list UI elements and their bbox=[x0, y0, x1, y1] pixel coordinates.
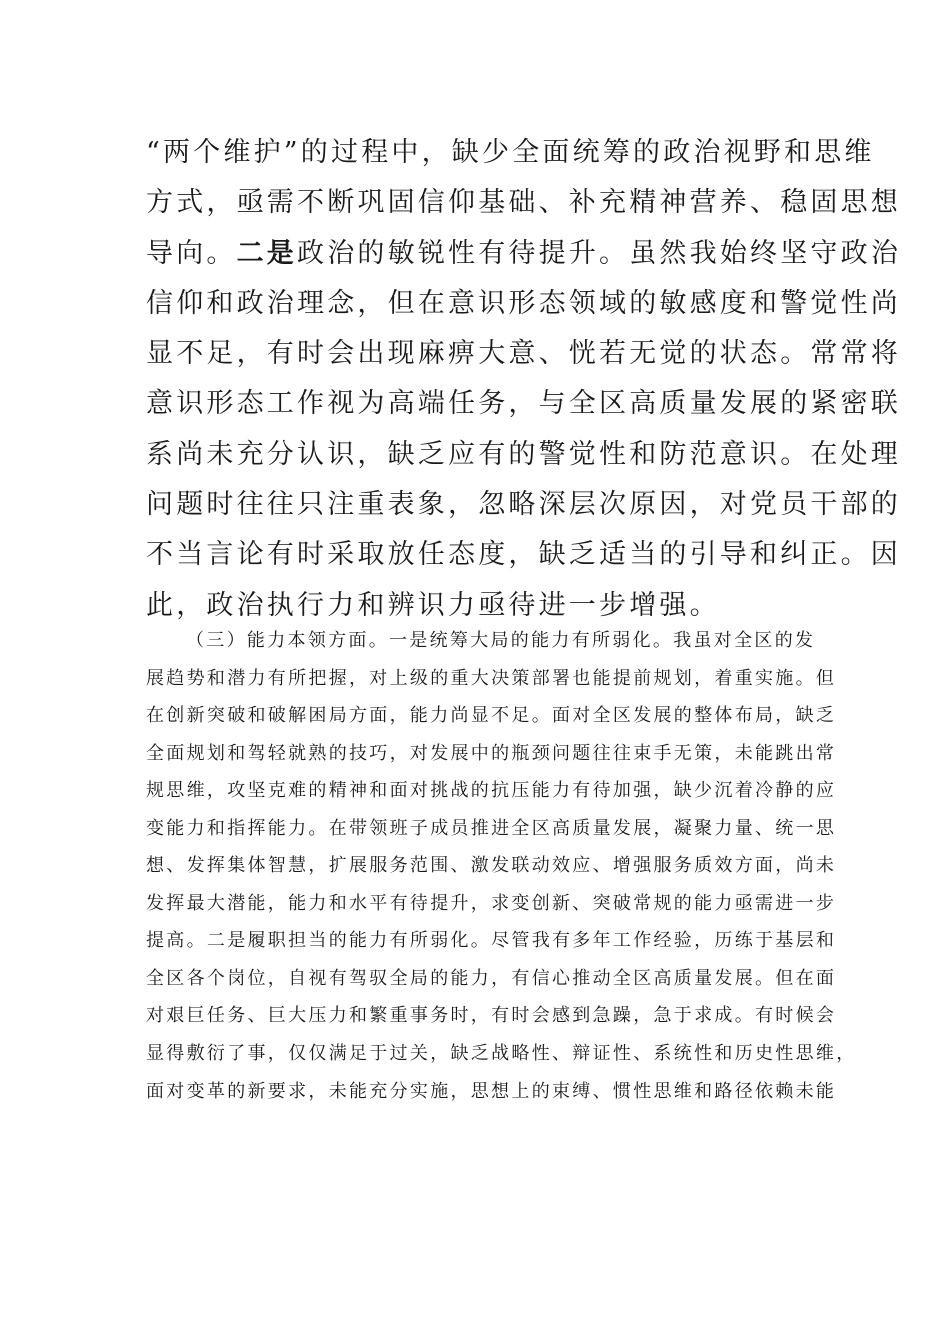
text-line: 意识形态工作视为高端任务，与全区高质量发展的紧密联 bbox=[146, 388, 901, 420]
text-line: 全区各个岗位，自视有驾驭全局的能力，有信心推动全区高质量发展。但在面 bbox=[146, 967, 837, 989]
text-line: 变能力和指挥能力。在带领班子成员推进全区高质量发展，凝聚力量、统一思 bbox=[146, 817, 837, 839]
text-line: 方式，亟需不断巩固信仰基础、补充精神营养、稳固思想 bbox=[146, 187, 901, 219]
bold-marker: 二是 bbox=[236, 237, 298, 269]
text-line: 显得敷衍了事，仅仅满足于过关，缺乏战略性、辩证性、系统性和历史性思维， bbox=[146, 1043, 857, 1065]
text-line: 在创新突破和破解困局方面，能力尚显不足。面对全区发展的整体布局，缺乏 bbox=[146, 705, 837, 727]
text-run: 政治的敏锐性有待提升。虽然我始终坚守政治 bbox=[297, 237, 902, 269]
text-line: “两个维护”的过程中，缺少全面统筹的政治视野和思维 bbox=[146, 137, 875, 168]
text-line: 提高。二是履职担当的能力有所弱化。尽管我有多年工作经验，历练于基层和 bbox=[146, 930, 837, 952]
text-line: 对艰巨任务、巨大压力和繁重事务时，有时会感到急躁，急于求成。有时候会 bbox=[146, 1005, 837, 1027]
text-line: 不当言论有时采取放任态度，缺乏适当的引导和纠正。因 bbox=[146, 539, 901, 571]
text-line: 想、发挥集体智慧，扩展服务范围、激发联动效应、增强服务质效方面，尚未 bbox=[146, 855, 837, 877]
text-line: 全面规划和驾轻就熟的技巧，对发展中的瓶颈问题往往束手无策，未能跳出常 bbox=[146, 742, 837, 764]
paragraph-ability-section bbox=[146, 622, 857, 1110]
text-line: 规思维，攻坚克难的精神和面对挑战的抗压能力有待加强，缺少沉着冷静的应 bbox=[146, 780, 837, 802]
text-line: 发挥最大潜能，能力和水平有待提升，求变创新、突破常规的能力亟需进一步 bbox=[146, 892, 837, 914]
text-line: 此，政治执行力和辨识力亟待进一步增强。 bbox=[146, 589, 720, 621]
text-line: 系尚未充分认识，缺乏应有的警觉性和防范意识。在处理 bbox=[146, 438, 901, 470]
text-line bbox=[146, 229, 902, 279]
text-line: 面对变革的新要求，未能充分实施，思想上的束缚、惯性思维和路径依赖未能 bbox=[146, 1080, 837, 1102]
paragraph-political-sensitivity bbox=[146, 128, 902, 631]
text-line: 显不足，有时会出现麻痹大意、恍若无觉的状态。常常将 bbox=[146, 338, 901, 370]
text-line: 问题时往往只注重表象，忽略深层次原因，对党员干部的 bbox=[146, 489, 901, 521]
text-line: 展趋势和潜力有所把握，对上级的重大决策部署也能提前规划，着重实施。但 bbox=[146, 667, 837, 689]
text-run: 导向。 bbox=[146, 237, 237, 269]
text-line: （三）能力本领方面。一是统筹大局的能力有所弱化。我虽对全区的发 bbox=[186, 630, 816, 651]
text-line: 信仰和政治理念，但在意识形态领域的敏感度和警觉性尚 bbox=[146, 287, 901, 319]
